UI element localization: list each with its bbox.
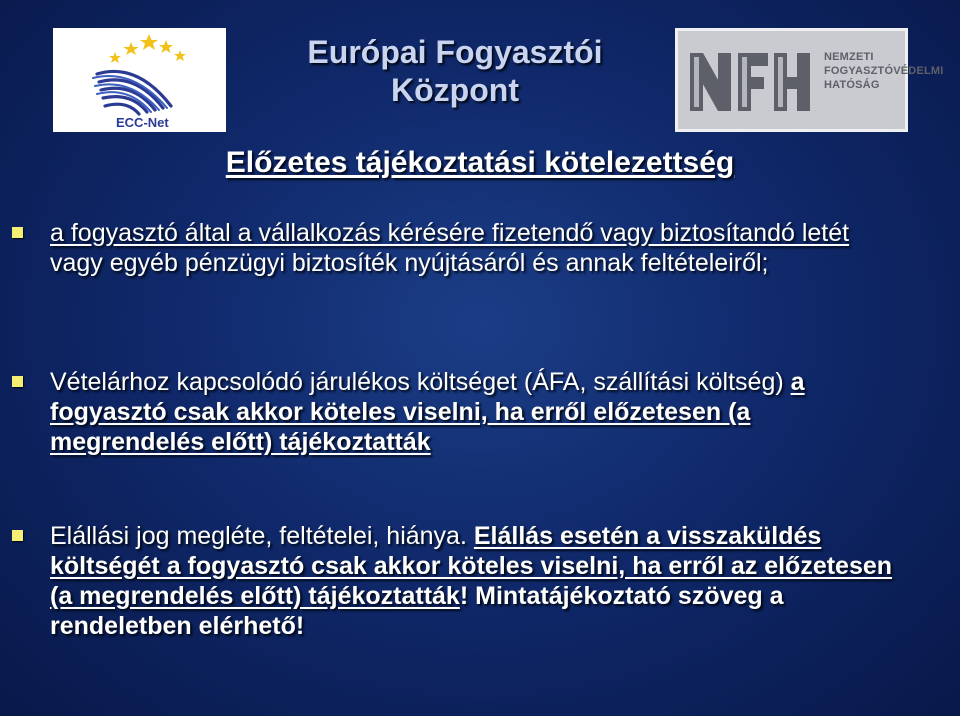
- square-bullet-icon: [12, 376, 23, 387]
- title-line-2: Központ: [391, 72, 519, 108]
- nfh-letters-icon: [688, 45, 812, 115]
- bullet-3-bold-text: ! Mintatájékoztató szöveg a rendeletben elérhető!: [50, 582, 784, 640]
- square-bullet-icon: [12, 530, 23, 541]
- bullet-1-underlined-text: a fogyasztó által a vállalkozás kérésére fizetendő vagy biztosítandó letét: [50, 219, 850, 247]
- bullet-3-bold-underlined-text: Elállás esetén a visszaküldés költségét a fogyasztó csak akkor köteles viselni, ha erről az előzetesen (a megrendelés előtt) tájékoztatták: [50, 522, 893, 610]
- bullet-item-withdrawal: [50, 521, 900, 641]
- square-bullet-icon: [12, 227, 23, 238]
- page-title: [245, 33, 665, 109]
- nfh-line-2: FOGYASZTÓVÉDELMI: [824, 65, 944, 77]
- ecc-net-logo: [53, 28, 226, 132]
- nfh-text: [824, 50, 944, 92]
- bullet-3-plain-text: Elállási jog megléte, feltételei, hiánya.: [50, 522, 474, 550]
- ecc-net-emblem-icon: [53, 28, 226, 132]
- page-subtitle: Előzetes tájékoztatási kötelezettség: [225, 146, 735, 179]
- nfh-line-1: NEMZETI: [824, 51, 874, 63]
- nfh-logo: [675, 28, 944, 132]
- ecc-net-text: ECC-Net: [116, 115, 169, 130]
- bullet-item-additional-costs: [50, 367, 900, 457]
- nfh-line-3: HATÓSÁG: [824, 79, 880, 91]
- title-line-1: Európai Fogyasztói: [307, 34, 603, 70]
- bullet-2-bold-text: a fogyasztó csak akkor köteles viselni, ha erről előzetesen (a megrendelés előtt) tájékoztatták: [50, 368, 805, 456]
- bullet-item-deposit: [50, 218, 900, 278]
- bullet-1-plain-text: vagy egyéb pénzügyi biztosíték nyújtásáról és annak feltételeiről;: [50, 249, 769, 277]
- bullet-2-plain-text: Vételárhoz kapcsolódó járulékos költséget (ÁFA, szállítási költség): [50, 368, 791, 396]
